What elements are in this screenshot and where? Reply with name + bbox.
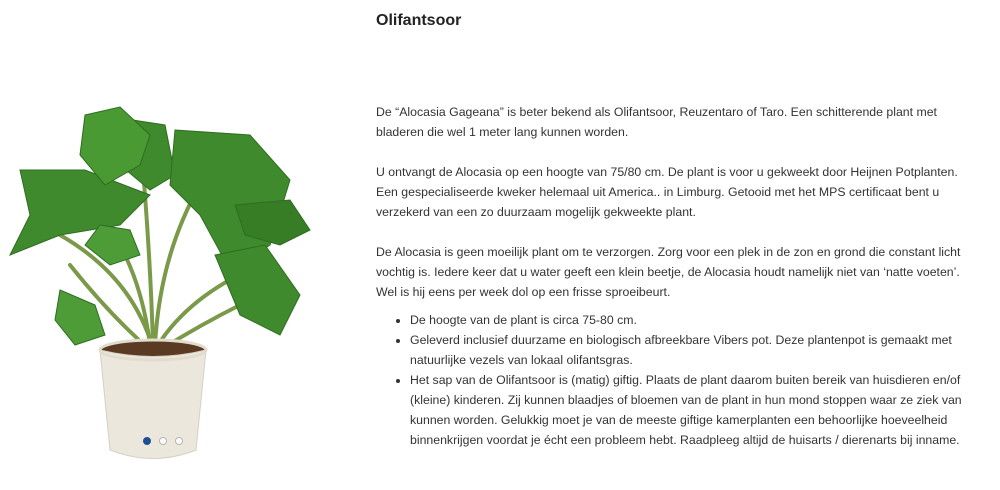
- description-paragraph: U ontvangt de Alocasia op een hoogte van 75/80 cm. De plant is voor u gekweekt door Heijnen Potplanten. Een gespecialiseerde kweker helemaal uit America.. in Limburg. Getooid met het MPS certificaat bent u verzekerd van een zo duurzaam mogelijk gekweekte plant.: [376, 165, 958, 219]
- feature-list: [376, 310, 976, 450]
- gallery-dot-2[interactable]: [159, 437, 167, 445]
- product-image: [0, 95, 320, 475]
- description-paragraph: De “Alocasia Gageana” is beter bekend als Olifantsoor, Reuzentaro of Taro. Een schitterende plant met bladeren die wel 1 meter lang kunnen worden.: [376, 105, 937, 139]
- gallery-dot-1[interactable]: [143, 437, 151, 445]
- feature-list-item: • Geleverd inclusief duurzame en biologisch afbreekbare Vibers pot. Deze plantenpot is gemaakt met natuurlijke vezels van lokaal olifantsgras.: [410, 330, 976, 370]
- product-description: [376, 102, 976, 450]
- product-image-gallery[interactable]: [0, 95, 320, 475]
- product-title: Olifantsoor: [376, 12, 462, 29]
- gallery-pagination: [143, 437, 183, 445]
- gallery-dot-3[interactable]: [175, 437, 183, 445]
- feature-list-item: • De hoogte van de plant is circa 75-80 cm.: [410, 310, 976, 330]
- feature-list-item: • Het sap van de Olifantsoor is (matig) giftig. Plaats de plant daarom buiten bereik van huisdieren en/of (kleine) kinderen. Zij kunnen blaadjes of bloemen van de plant in hun mond stoppen waar ze ziek van kunnen worden. Gelukkig moet je van de meeste giftige kamerplanten een behoorlijke hoeveelheid binnenkrijgen voordat je écht een probleem hebt. Raadpleeg altijd de huisarts / dierenarts bij inname.: [410, 370, 976, 450]
- description-paragraph: De Alocasia is geen moeilijk plant om te verzorgen. Zorg voor een plek in de zon en grond die constant licht vochtig is. Iedere keer dat u water geeft een klein beetje, de Alocasia houdt namelijk niet van ‘natte voeten’. Wel is hij eens per week dol op een frisse sproeibeurt.: [376, 245, 961, 299]
